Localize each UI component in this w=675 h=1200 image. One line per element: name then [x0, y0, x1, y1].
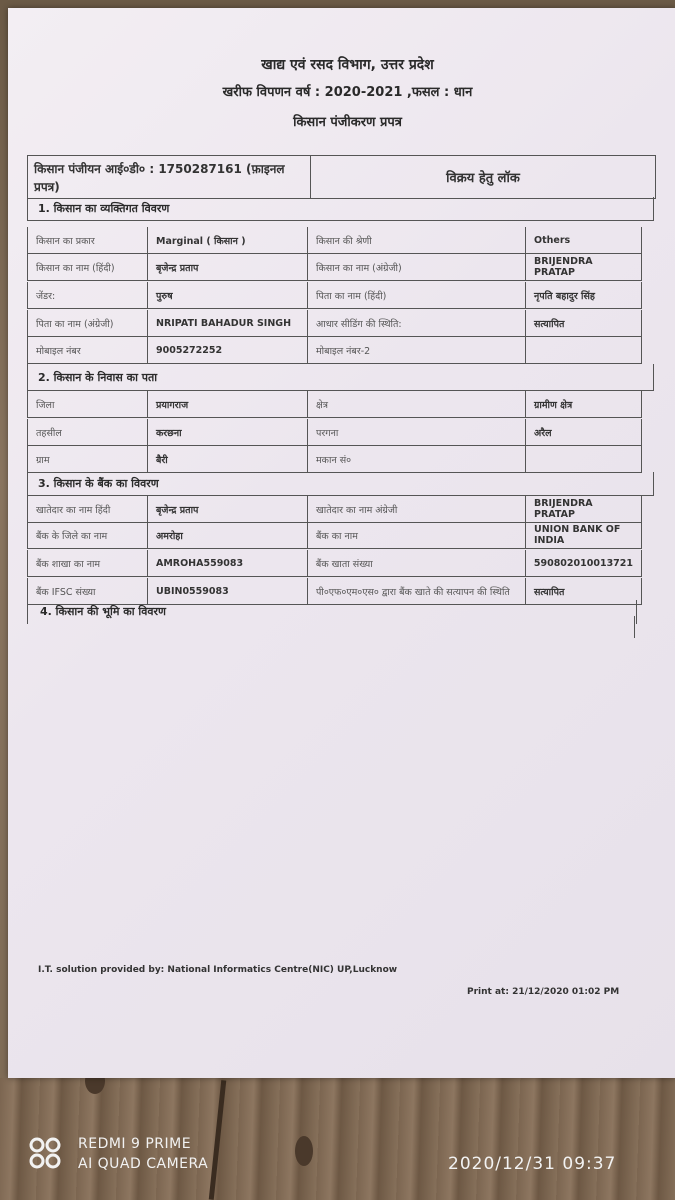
watermark-model: REDMI 9 PRIME: [78, 1136, 192, 1152]
table-row: [27, 550, 642, 577]
table-row: [27, 522, 642, 549]
table-row: [27, 496, 642, 523]
field-value: बृजेन्द्र प्रताप: [148, 254, 308, 280]
section-personal-details: 1. किसान का व्यक्तिगत विवरण: [27, 197, 654, 221]
section-bank-details: 3. किसान के बैंक का विवरण: [27, 472, 654, 496]
field-label: किसान का प्रकार: [28, 227, 148, 253]
field-value: 590802010013721: [533, 557, 634, 569]
table-edge-line: [634, 616, 635, 638]
wood-knot: [295, 1136, 313, 1166]
field-label: बैंक के जिले का नाम: [28, 522, 148, 548]
field-value: करछना: [148, 419, 308, 445]
field-value: UNION BANK OF INDIA: [534, 524, 621, 546]
field-value: AMROHA559083: [148, 550, 308, 576]
table-row: [27, 446, 642, 473]
field-label: किसान की श्रेणी: [308, 227, 526, 253]
field-label: आधार सीडिंग की स्थिति:: [308, 310, 526, 336]
field-label: पिता का नाम (अंग्रेजी): [28, 310, 148, 336]
table-row: [27, 310, 642, 337]
watermark-camera: AI QUAD CAMERA: [78, 1156, 209, 1172]
table-row: [27, 227, 642, 254]
field-label: क्षेत्र: [308, 391, 526, 417]
field-value: अरैल: [534, 427, 552, 439]
field-label: मोबाइल नंबर: [28, 337, 148, 363]
department-title: खाद्य एवं रसद विभाग, उत्तर प्रदेश: [261, 57, 434, 73]
field-value: [526, 446, 641, 472]
field-value: बृजेन्द्र प्रताप: [148, 496, 308, 522]
table-row: [27, 419, 642, 446]
field-value: Others: [534, 234, 571, 246]
camera-brand-icon: [28, 1136, 62, 1170]
field-label: मकान सं०: [308, 446, 526, 472]
field-label: परगना: [308, 419, 526, 445]
field-value: सत्यापित: [534, 318, 565, 330]
field-value: ग्रामीण क्षेत्र: [534, 399, 573, 411]
field-label: ग्राम: [28, 446, 148, 472]
field-value: [526, 337, 641, 363]
field-label: खातेदार का नाम अंग्रेजी: [308, 496, 526, 522]
field-value: NRIPATI BAHADUR SINGH: [148, 310, 308, 336]
field-label: किसान का नाम (अंग्रेजी): [308, 254, 526, 280]
field-value: बैरी: [148, 446, 308, 472]
field-label: तहसील: [28, 419, 148, 445]
table-row: [27, 391, 642, 418]
field-value: BRIJENDRA PRATAP: [534, 256, 593, 278]
table-row: [27, 282, 642, 309]
field-label: बैंक IFSC संख्या: [28, 578, 148, 604]
field-value: सत्यापित: [534, 586, 565, 598]
field-value: नृपति बहादुर सिंह: [534, 290, 595, 302]
marketing-year-line: खरीफ विपणन वर्ष : 2020-2021 ,फसल : धान: [222, 85, 473, 100]
table-row: [27, 254, 642, 281]
field-label: मोबाइल नंबर-2: [308, 337, 526, 363]
field-label: पी०एफ०एम०एस० द्वारा बैंक खाते की सत्यापन की स्थिति: [308, 578, 526, 604]
field-label: पिता का नाम (हिंदी): [308, 282, 526, 308]
print-timestamp: Print at: 21/12/2020 01:02 PM: [467, 987, 620, 997]
field-label: जिला: [28, 391, 148, 417]
field-value: पुरुष: [148, 282, 308, 308]
section-residence-address: 2. किसान के निवास का पता: [27, 364, 654, 391]
field-value: BRIJENDRA PRATAP: [534, 498, 593, 520]
field-label: खातेदार का नाम हिंदी: [28, 496, 148, 522]
field-value: 9005272252: [148, 337, 308, 363]
field-value: UBIN0559083: [148, 578, 308, 604]
provider-credit: I.T. solution provided by: National Informatics Centre(NIC) UP,Lucknow: [38, 965, 398, 975]
watermark-datetime: 2020/12/31 09:37: [448, 1154, 617, 1174]
field-label: जेंडर:: [28, 282, 148, 308]
form-title: किसान पंजीकरण प्रपत्र: [293, 115, 402, 130]
field-label: किसान का नाम (हिंदी): [28, 254, 148, 280]
field-label: बैंक शाखा का नाम: [28, 550, 148, 576]
registration-header-row: [27, 155, 656, 199]
registration-id: किसान पंजीयन आई०डी० : 1750287161 (फ़ाइनल प्रपत्र): [28, 156, 311, 198]
field-label: बैंक खाता संख्या: [308, 550, 526, 576]
field-label: बैंक का नाम: [308, 522, 526, 548]
sale-lock-status: विक्रय हेतु लॉक: [446, 171, 520, 186]
field-value: अमरोहा: [148, 522, 308, 548]
section-land-details: 4. किसान की भूमि का विवरण: [27, 600, 637, 624]
field-value: प्रयागराज: [148, 391, 308, 417]
field-value: Marginal ( किसान ): [148, 227, 308, 253]
table-row: [27, 337, 642, 364]
